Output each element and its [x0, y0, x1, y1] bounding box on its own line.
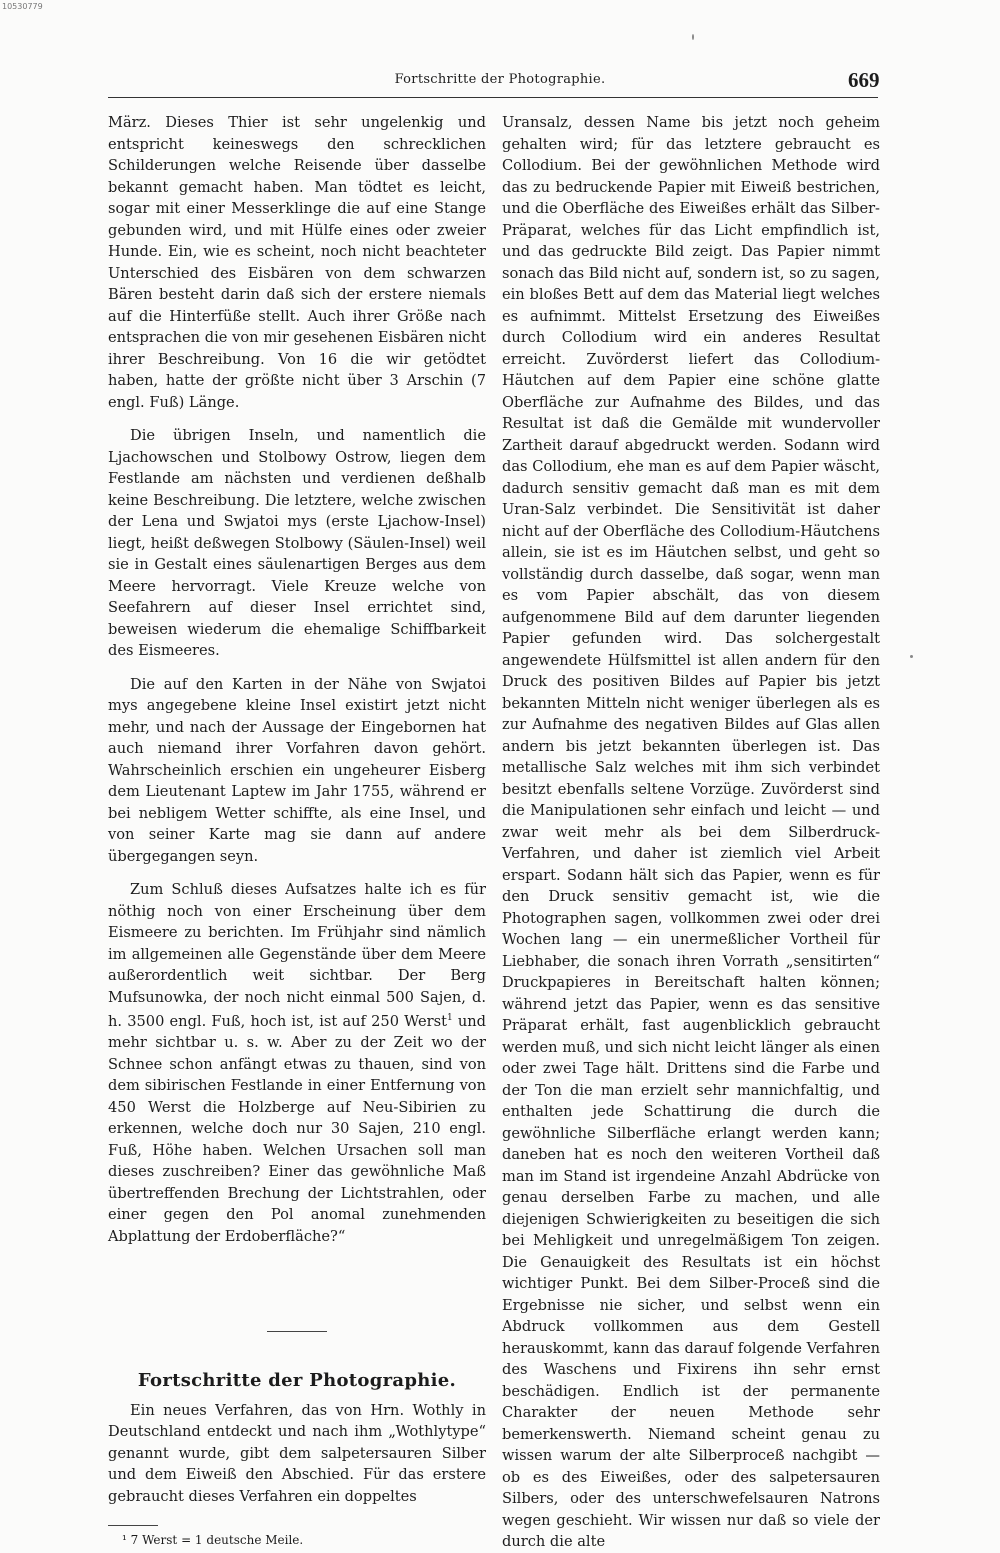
paragraph-uranium-process: Uransalz, dessen Name bis jetzt noch geheim gehalten wird; für das letztere gebraucht es Collodium. Bei der gewöhnlichen Methode wird das zu bedruckende Papier mit Eiweiß bestrichen, und die Oberfläche des Eiweißes erhält das Silber-Präparat, welches für das Licht empfindlich ist, und das gedruckte Bild zeigt. Das Papier nimmt sonach das Bild nicht auf, sondern ist, so zu sagen, ein bloßes Bett auf dem das Material liegt welches es aufnimmt. Mittelst Ersetzung des Eiweißes durch Collodium wird ein anderes Resultat erreicht. Zuvörderst liefert das Collodium-Häutchen auf dem Papier eine schöne glatte Oberfläche zur Aufnahme des Bildes, und das Resultat ist daß die Gemälde mit wundervoller Zartheit darauf abgedruckt werden. Sodann wird das Collodium, ehe man es auf dem Papier wäscht, dadurch sensitiv gemacht daß man es mit dem Uran-Salz verbindet. Die Sensitivität ist daher nicht auf der Oberfläche des Collodium-Häutchens allein, sie ist es im Häutchen selbst, und geht so vollständig durch dasselbe, daß sogar, wenn man es vom Papier abschält, das von diesem aufgenommene Bild auf dem darunter liegenden Papier gefunden wird. Das solchergestalt angewendete Hülfsmittel ist allen andern für den Druck des positiven Bildes auf Papier bis jetzt bekannten Mitteln nicht weniger überlegen als es zur Aufnahme des negativen Bildes auf Glas allen andern bis jetzt bekannten überlegen ist. Das metallische Salz welches mit ihm sich verbindet besitzt ebenfalls seltene Vorzüge. Zuvörderst sind die Manipulationen sehr einfach und leicht — und zwar weit mehr als bei dem Silberdruck-Verfahren, und daher ist ziemlich viel Arbeit erspart. Sodann hält sich das Papier, wenn es für den Druck sensitiv gemacht ist, wie die Photographen sagen, vollkommen zwei oder drei Wochen lang — ein unermeßlicher Vortheil für Liebhaber, die sonach ihren Vorrath „sensitirten“ Druckpapieres in Bereitschaft halten können; während jetzt das Papier, wenn es das sensitive Präparat erhält, fast augenblicklich gebraucht werden muß, und sich nicht leicht länger als einen oder zwei Tage hält. Drittens sind die Farbe und der Ton die man erzielt sehr mannichfaltig, und enthalten jede Schattirung die durch die gewöhnliche Silberfläche erlangt werden kann; daneben hat es noch den weiteren Vortheil daß man im Stand ist irgendeine Anzahl Abdrücke von genau derselben Farbe zu machen, und alle diejenigen Schwierigkeiten zu beseitigen die sich bei Mehligkeit und unregelmäßigem Ton zeigen. Die Genauigkeit des Resultats ist ein höchst wichtiger Punkt. Bei dem Silber-Proceß sind die Ergebnisse nie sicher, und selbst wenn ein Abdruck vollkommen aus dem Gestell herauskommt, kann das darauf folgende Verfahren des Waschens und Fixirens ihn sehr ernst beschädigen. Endlich ist der permanente Charakter der neuen Methode sehr bemerkenswerth. Niemand scheint genau zu wissen warum der alte Silberproceß nachgibt — ob es des Eiweißes, oder des salpetersauren Silbers, oder des unterschwefelsauren Natrons wegen geschieht. Wir wissen nur daß so viele der durch die alte — [502, 114, 881, 1550]
page-number: 669 — [848, 68, 880, 92]
section-heading: Fortschritte der Photographie. — [137, 1370, 457, 1392]
footnote-rule — [108, 1525, 158, 1526]
paragraph-refraction — [108, 879, 486, 1247]
right-column — [502, 112, 881, 1550]
paragraph-photography-intro: Ein neues Verfahren, das von Hrn. Wothly in Deutschland entdeckt und nach ihm „Wothlytype“ genannt wurde, gibt dem salpetersauren Silber und dem Eiweiß den Abschied. Für das erstere gebraucht dieses Verfahren ein doppeltes — [108, 1401, 486, 1505]
running-head: Fortschritte der Photographie. — [394, 72, 606, 87]
scan-speck-right — [910, 655, 913, 658]
left-column — [108, 112, 486, 1548]
refraction-text-part-1: Zum Schluß dieses Aufsatzes halte ich es für nöthig noch von einer Erscheinung über dem Eismeere zu berichten. Im Frühjahr sind nämlich im allgemeinen alle Gegenstände über dem Meere außerordentlich weit sichtbar. Der Berg Mufsunowka, der noch nicht einmal 500 Sajen, d. h. 3500 engl. Fuß, hoch ist, ist auf 250 Werst — [108, 881, 486, 1030]
paragraph-vanished-island: Die auf den Karten in der Nähe von Swjatoi mys angegebene kleine Insel existirt jetzt nicht mehr, und nach der Aussage der Eingebornen hat auch niemand ihrer Vorfahren davon gehört. Wahrscheinlich erschien ein ungeheurer Eisberg dem Lieutenant Laptew im Jahr 1755, während er bei nebligem Wetter schiffte, als eine Insel, und von seiner Karte mag sie dann auf andere übergegangen seyn. — [108, 675, 486, 865]
refraction-text-part-2: und mehr sichtbar u. s. w. Aber zu der Zeit wo der Schnee schon anfängt etwas zu thauen, sind von dem sibirischen Festlande in einer Entfernung von 450 Werst die Holzberge auf Neu-Sibirien zu erkennen, welche doch nur 30 Sajen, 210 engl. Fuß, Höhe haben. Welchen Ursachen soll man dieses zuschreiben? Einer das gewöhnliche Maß übertreffenden Brechung der Lichtstrahlen, oder einer gegen den Pol anomal zunehmenden Abplattung der Erdoberfläche?“ — [108, 1012, 486, 1245]
header-rule — [108, 97, 878, 98]
paragraph-islands: Die übrigen Inseln, und namentlich die Ljachowschen und Stolbowy Ostrow, liegen dem Festlande am nächsten und verdienen deßhalb keine Beschreibung. Die letztere, welche zwischen der Lena und Swjatoi mys (erste Ljachow-Insel) liegt, heißt deßwegen Stolbowy (Säulen-Insel) weil sie in Gestalt eines säulenartigen Berges aus dem Meere hervorragt. Viele Kreuze welche von Seefahrern auf dieser Insel errichtet sind, beweisen wiederum die ehemalige Schiffbarkeit des Eismeeres. — [108, 427, 486, 659]
footnote-marker: 1 — [446, 1013, 453, 1023]
scan-id: 10530779 — [2, 2, 43, 11]
paragraph-polar-bear: März. Dieses Thier ist sehr ungelenkig und entspricht keineswegs den schrecklichen Schilderungen welche Reisende über dasselbe bekannt gemacht haben. Man tödtet es leicht, sogar mit einer Messerklinge die auf eine Stange gebunden wird, und mit Hülfe eines oder zweier Hunde. Ein, wie es scheint, noch nicht beachteter Unterschied des Eisbären von dem schwarzen Bären besteht darin daß sich der erstere niemals auf die Hinterfüße stellt. Auch ihrer Größe nach entsprachen die von mir gesehenen Eisbären nicht ihrer Beschreibung. Von 16 die wir getödtet haben, hatte der größte nicht über 3 Arschin (7 engl. Fuß) Länge. — [108, 114, 486, 411]
footnote: ¹ 7 Werst = 1 deutsche Meile. — [122, 1533, 304, 1548]
scan-speck-top — [692, 34, 694, 40]
section-divider — [267, 1331, 327, 1332]
